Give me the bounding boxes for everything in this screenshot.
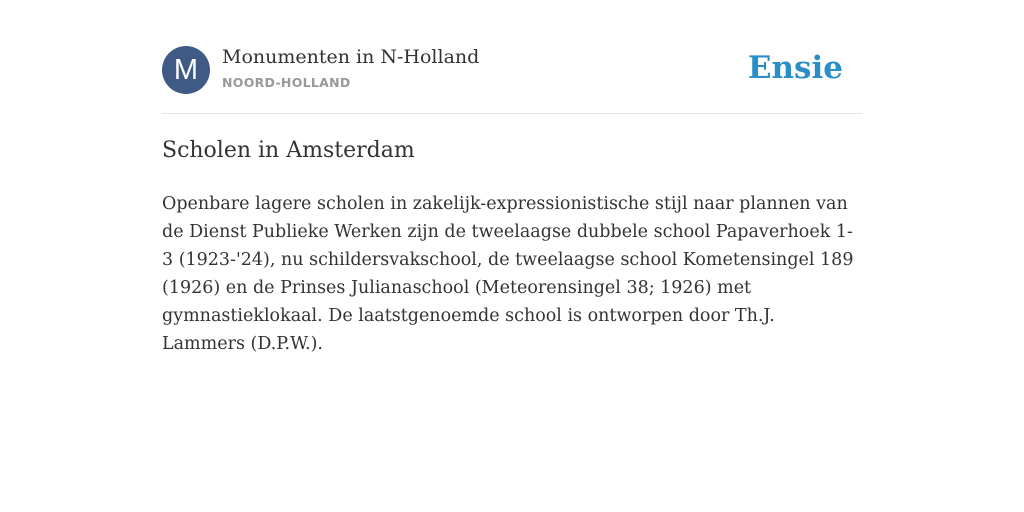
ensie-logo[interactable]: Ensie [747, 50, 843, 86]
entry-header [162, 46, 862, 96]
source-title[interactable]: Monumenten in N-Holland [222, 46, 480, 68]
header-divider [162, 113, 862, 114]
entry-body: Openbare lagere scholen in zakelijk-expressionistische stijl naar plannen van de Dienst Publieke Werken zijn de tweelaagse dubbele school Papaverhoek 1-3 (1923-'24), nu schildersvakschool, de tweelaagse school Kometensingel 189 (1926) en de Prinses Julianaschool (Meteorensingel 38; 1926) met gymnastieklokaal. De laatstgenoemde school is ontworpen door Th.J. Lammers (D.P.W.). [162, 194, 854, 354]
source-subtitle: NOORD-HOLLAND [222, 75, 351, 90]
entry-card [162, 0, 862, 512]
source-avatar[interactable]: M [162, 46, 210, 94]
entry-title: Scholen in Amsterdam [162, 138, 415, 163]
